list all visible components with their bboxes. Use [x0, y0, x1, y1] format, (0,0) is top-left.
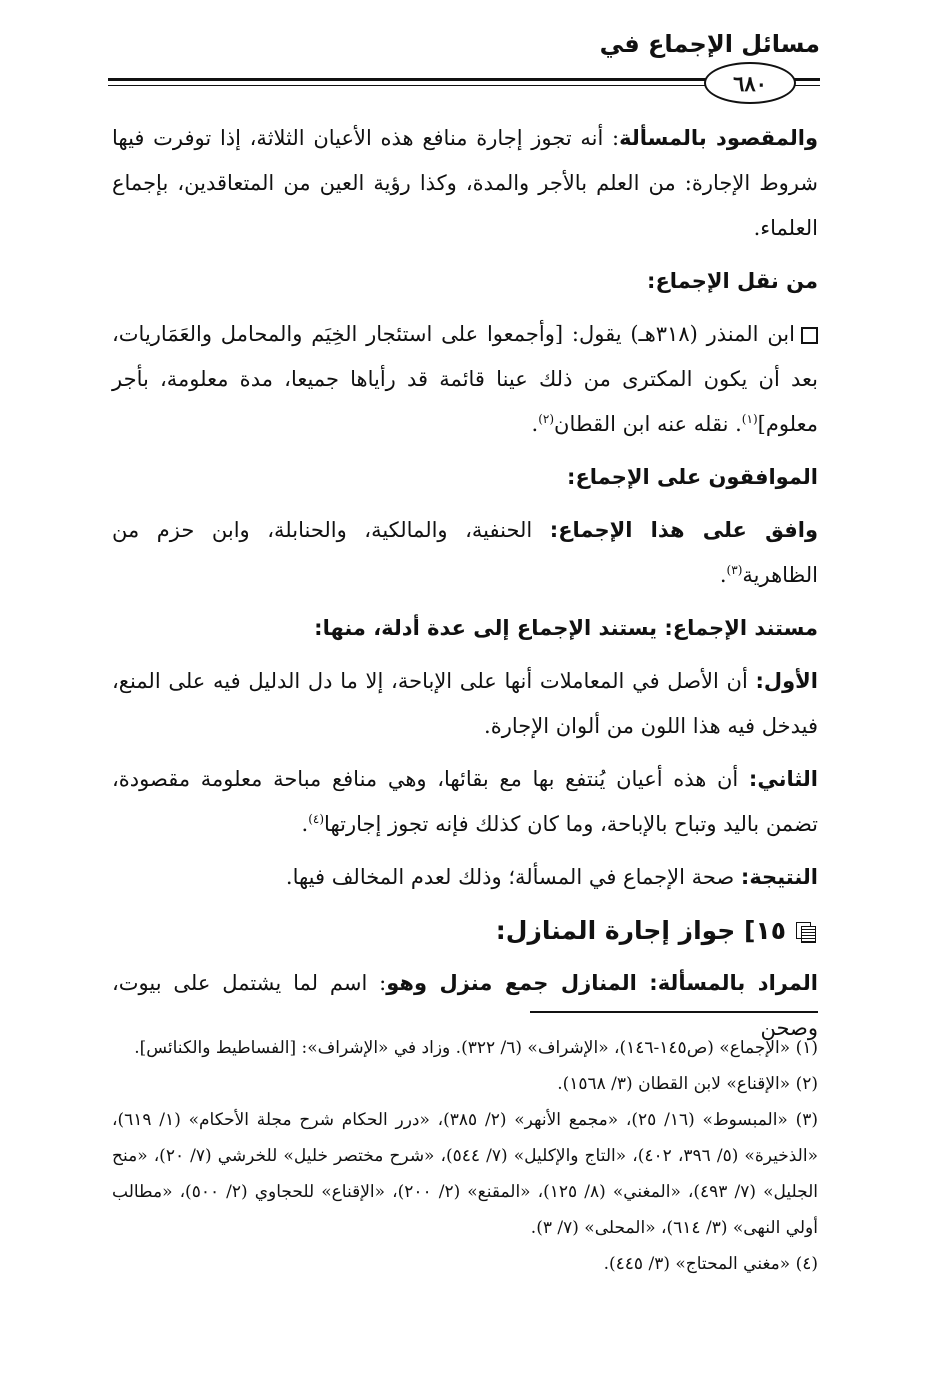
paragraph-text: أن هذه أعيان يُنتفع بها مع بقائها، وهي منافع مباحة معلومة مقصودة، تضمن باليد وتباح بالإباحة، وما كان كذلك فإنه تجوز إجارتها: [112, 767, 818, 836]
heading-part: مستند الإجماع: [672, 616, 818, 640]
lead-term: وافق على هذا الإجماع:: [549, 518, 818, 542]
footnote: (١) «الإجماع» (ص١٤٥-١٤٦)، «الإشراف» (٦/ ٣٢٢). وزاد في «الإشراف»: [الفساطيط والكنائس].: [134, 1038, 818, 1058]
paragraph-first-proof: [112, 659, 818, 749]
footnote: (٢) «الإقناع» لابن القطان (٣/ ١٥٦٨).: [557, 1074, 818, 1094]
heading-naql: من نقل الإجماع:: [647, 269, 818, 293]
footnote-ref: (١): [741, 412, 758, 426]
footnote-ref: (٣): [726, 563, 743, 577]
paragraph-text: الحنفية، والمالكية، والحنابلة، وابن حزم من الظاهرية: [112, 518, 818, 587]
footnote: (٤) «مغني المحتاج» (٣/ ٤٤٥).: [603, 1254, 818, 1274]
lead-term: الأول:: [755, 669, 818, 693]
lead-term: والمقصود بالمسألة: [619, 126, 819, 150]
running-title: مسائل الإجماع في: [599, 30, 820, 58]
lead-term: النتيجة:: [740, 865, 818, 889]
section-heading-text: ١٥] جواز إجارة المنازل:: [495, 916, 786, 945]
footnote-separator: [530, 1011, 818, 1013]
footnote-ref: (٢): [538, 412, 555, 426]
footnote: (٣) «المبسوط» (١٦/ ٢٥)، «مجمع الأنهر» (٢/ ٣٨٥)، «درر الحكام شرح مجلة الأحكام» (١/ ٦١٩)، «الذخيرة» (٥/ ٣٩٦، ٤٠٢)، «التاج والإكليل» (٧/ ٥٤٤)، «شرح مختصر خليل» للخرشي (٧/ ٢٠)، «منح الجليل» (٧/ ٤٩٣)، «المغني» (٨/ ١٢٥)، «المقنع» (٢/ ٢٠٠)، «الإقناع» للحجاوي (٢/ ٥٠٠)، «مطالب أولي النهى» (٣/ ٦١٤)، «المحلى» (٧/ ٣).: [112, 1110, 819, 1238]
paragraph-text: . نقله عنه ابن القطان: [554, 412, 742, 436]
heading-part: : يستند الإجماع إلى عدة أدلة، منها:: [314, 616, 673, 640]
page-header: [108, 28, 820, 98]
paragraph-result: [112, 855, 818, 900]
section-heading: [112, 908, 818, 953]
page-number: ٦٨٠: [704, 62, 796, 104]
paragraph-muwafaqa: وافق على هذا الإجماع: الحنفية، والمالكية، والحنابلة، وابن حزم من الظاهرية$^{(٣)}$.: [112, 518, 818, 587]
paragraph-text: : أنه تجوز إجارة منافع هذه الأعيان الثلاثة، إذا توفرت فيها شروط الإجارة: من العلم بالأجر والمدة، وكذا رؤية العين من المتعاقدين، بإجماع العلماء.: [112, 126, 818, 240]
footnotes: [112, 1030, 818, 1282]
paragraph-second-proof: الثاني: أن هذه أعيان يُنتفع بها مع بقائها، وهي منافع مباحة معلومة مقصودة، تضمن باليد وتباح بالإباحة، وما كان كذلك فإنه تجوز إجارتها$^{(٤)}$.: [112, 767, 818, 836]
paragraph-text: : اسم لما يشتمل على بيوت، وصحن: [112, 971, 818, 1040]
paragraph-text: صحة الإجماع في المسألة؛ وذلك لعدم المخالف فيها.: [285, 865, 741, 889]
paragraph-text: أن الأصل في المعاملات أنها على الإباحة، إلا ما دل الدليل فيه على المنع، فيدخل فيه هذا اللون من ألوان الإجارة.: [112, 669, 818, 738]
documents-icon: [796, 922, 818, 942]
paragraph-intro: [112, 116, 818, 251]
footnote-ref: (٤): [308, 812, 325, 826]
square-bullet-icon: [801, 327, 818, 344]
heading-muwafiqun: الموافقون على الإجماع:: [567, 465, 818, 489]
lead-term: المراد بالمسألة: المنازل جمع منزل وهو: [386, 971, 818, 995]
heading-mustanad: [112, 606, 818, 651]
main-text: [112, 116, 818, 1059]
lead-term: الثاني:: [748, 767, 818, 791]
paragraph-text: ابن المنذر (٣١٨هـ) يقول: [وأجمعوا على استئجار الخِيَم والمحامل والعَمَاريات، بعد أن يكون المكترى من ذلك عينا قائمة قد رأياها جميعا، مدة معلومة، بأجر معلوم]: [112, 322, 818, 436]
paragraph-ibn-almundhir: ابن المنذر (٣١٨هـ) يقول: [وأجمعوا على استئجار الخِيَم والمحامل والعَمَاريات، بعد أن يكون المكترى من ذلك عينا قائمة قد رأياها جميعا، مدة معلومة، بأجر معلوم]$^{(١)}$. نقله عنه ابن القطان$^{(٢)}$.: [112, 322, 818, 436]
